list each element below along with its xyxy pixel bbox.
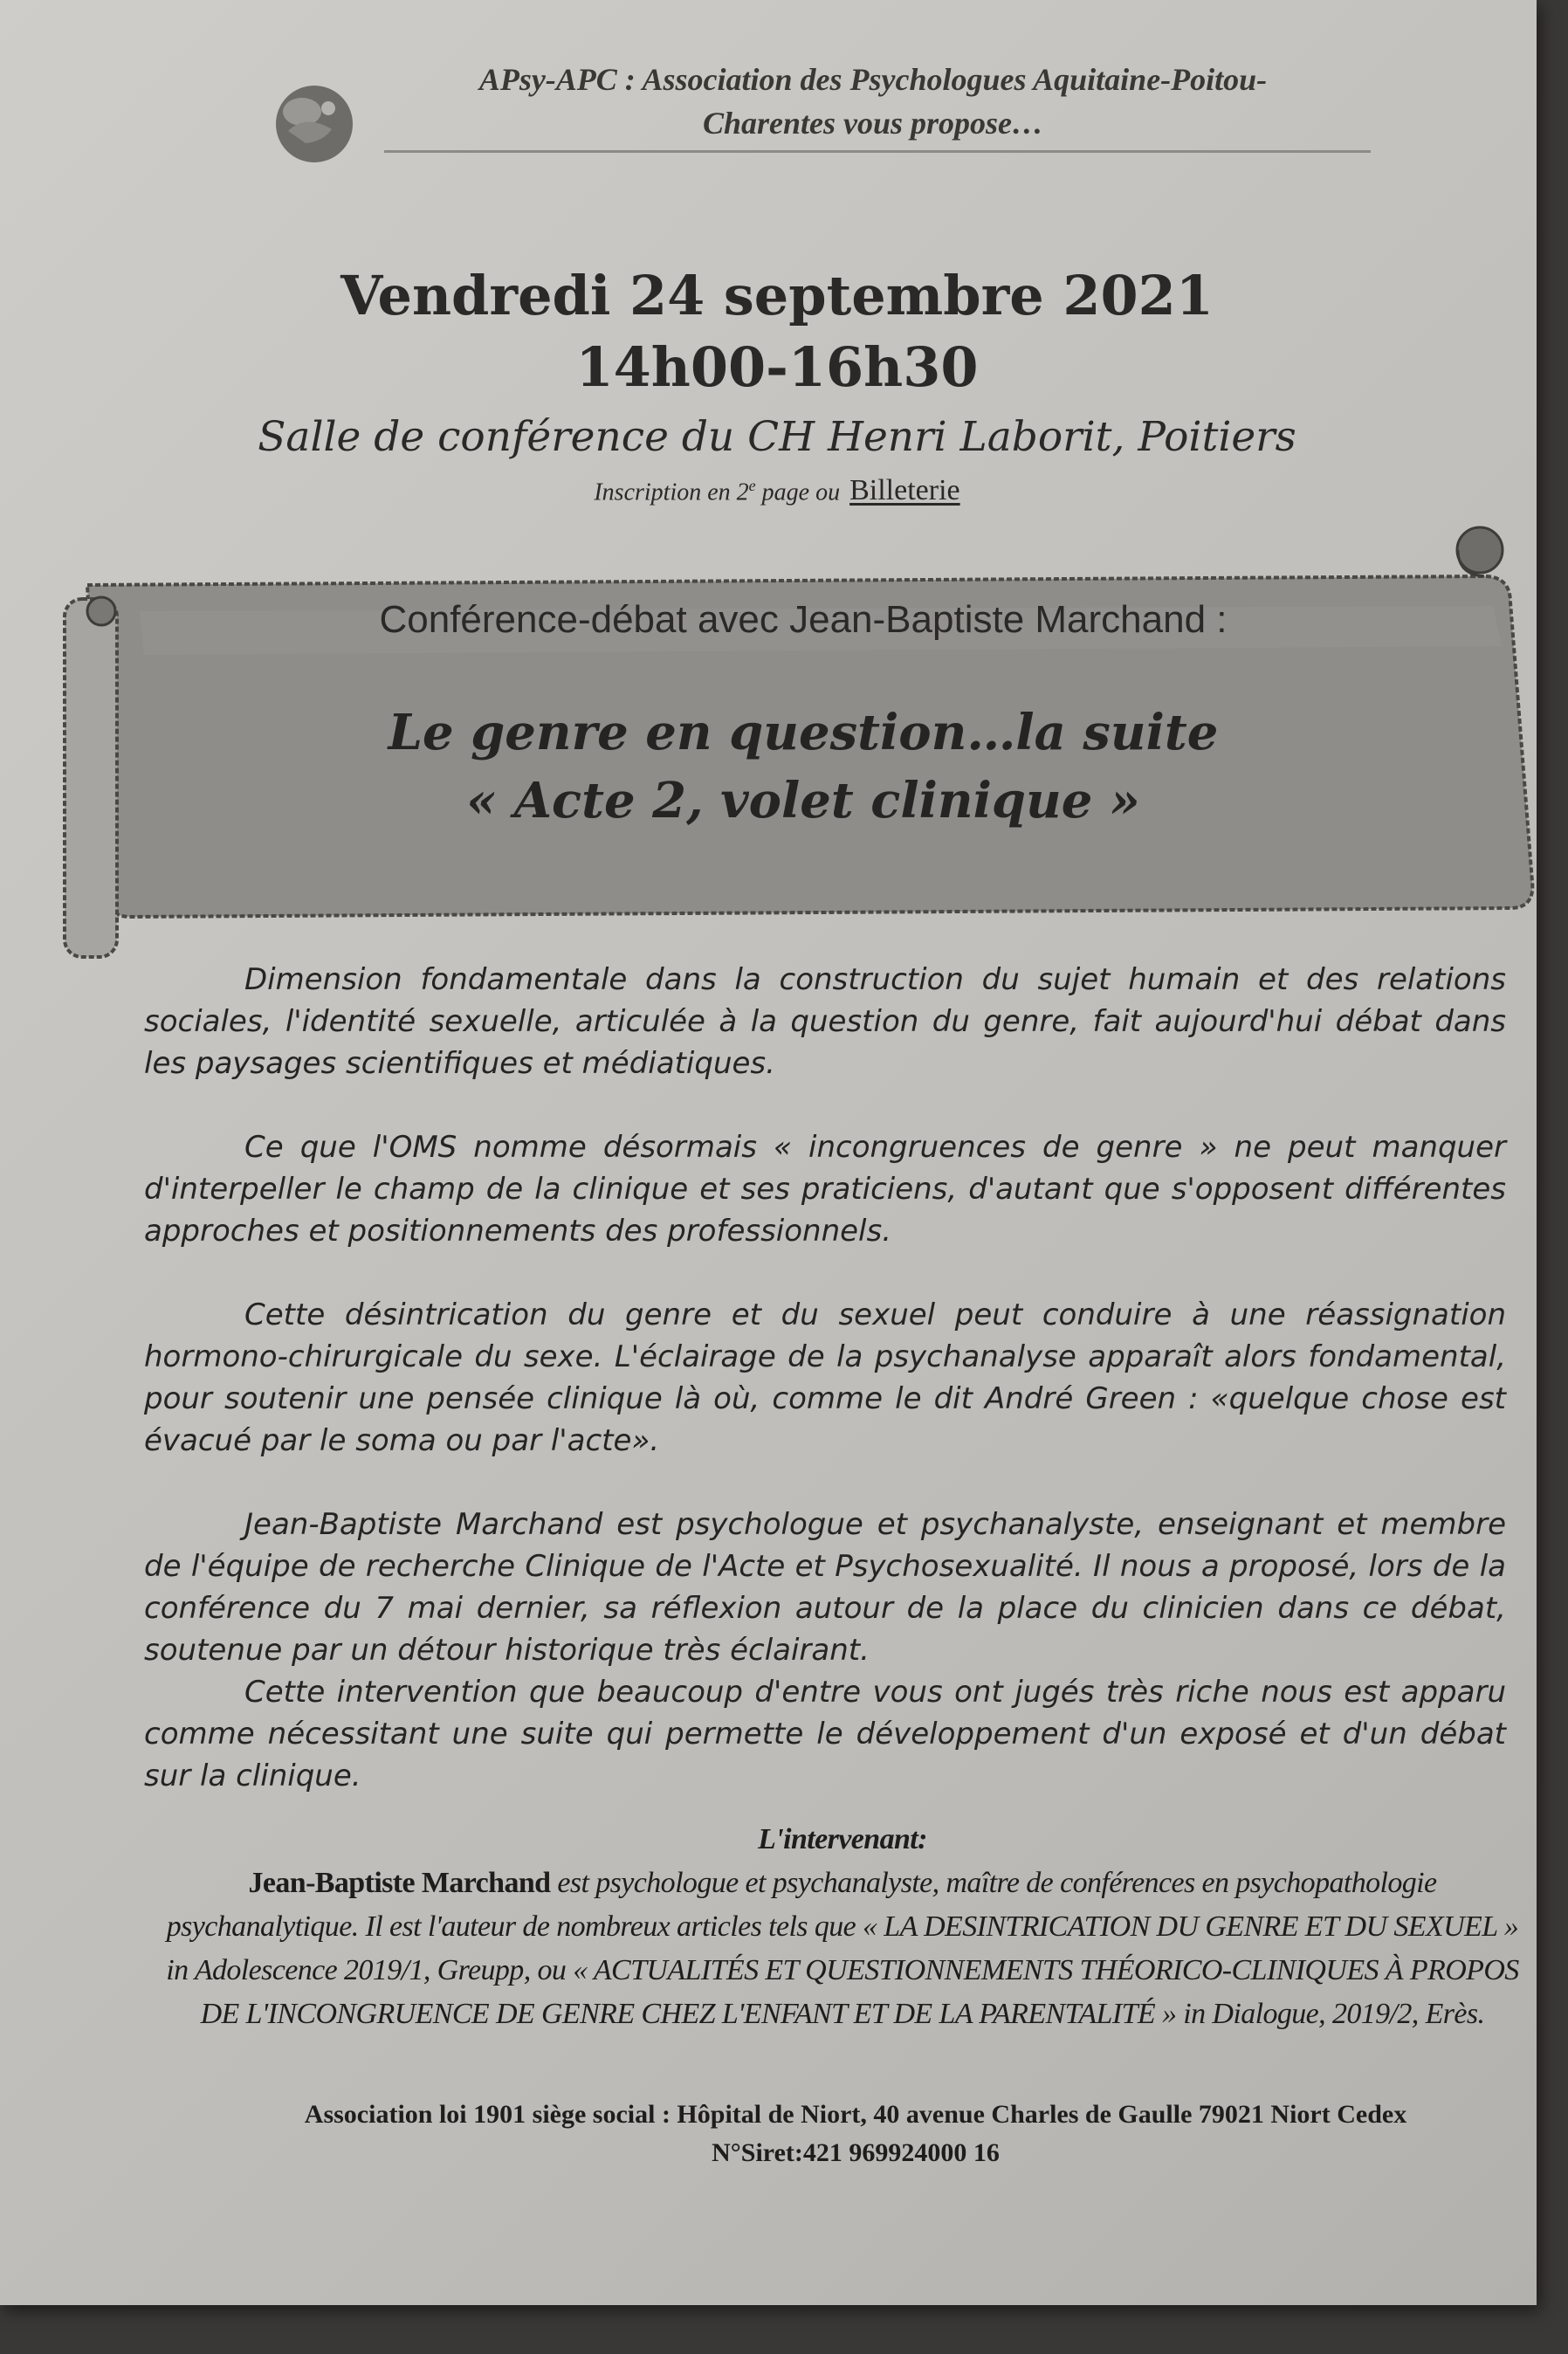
event-details: [175, 260, 1379, 512]
footer-address: Association loi 1901 siège social : Hôpital de Niort, 40 avenue Charles de Gaulle 79021 Niort Cedex: [304, 2100, 1407, 2129]
footer: [210, 2096, 1502, 2172]
paragraph-2: Ce que l'OMS nomme désormais « incongruences de genre » ne peut manquer d'interpeller le champ de la clinique et ses praticiens, d'autant que s'opposent différentes approches et positionnements des professionnels.: [144, 1130, 1506, 1249]
event-venue: Salle de conférence du CH Henri Laborit, Poitiers: [258, 413, 1296, 461]
conference-speaker-line: Conférence-débat avec Jean-Baptiste Marchand :: [379, 598, 1228, 641]
registration-prefix: Inscription en 2: [594, 478, 749, 506]
conference-title: [166, 699, 1441, 835]
speaker-name: Jean-Baptiste Marchand: [248, 1867, 551, 1899]
speaker-bio: [157, 1818, 1528, 2036]
registration-ordinal: e: [748, 477, 756, 494]
event-time: 14h00-16h30: [575, 335, 979, 399]
ticketing-link[interactable]: Billeterie: [849, 474, 960, 507]
paragraph-5: Cette intervention que beaucoup d'entre vous ont jugés très riche nous est apparu comme nécessitant une suite qui permette le développement d'un exposé et d'un débat sur la clinique.: [144, 1675, 1506, 1793]
speaker-heading: L'intervenant:: [758, 1823, 927, 1855]
association-logo-icon: [271, 79, 358, 166]
header: [271, 52, 1371, 157]
conference-title-line-2: « Acte 2, volet clinique »: [466, 772, 1140, 829]
description-body: [144, 959, 1506, 1797]
paragraph-3: Cette désintrication du genre et du sexuel peut conduire à une réassignation hormono-chirurgicale du sexe. L'éclairage de la psychanalyse apparaît alors fondamental, pour soutenir une pensée clinique là où, comme le dit André Green : «quelque chose est évacué par le soma ou par l'acte».: [144, 1297, 1506, 1458]
conference-title-line-1: Le genre en question…la suite: [388, 704, 1219, 761]
paragraph-4: Jean-Baptiste Marchand est psychologue et psychanalyste, enseignant et membre de l'équipe de recherche Clinique de l'Acte et Psychosexualité. Il nous a proposé, lors de la conférence du 7 mai dernier, sa réflexion autour de la place du clinicien dans ce débat, soutenue par un détour historique très éclairant.: [144, 1507, 1506, 1668]
paragraph-1: Dimension fondamentale dans la construction du sujet humain et des relations sociales, l'identité sexuelle, articulée à la question du genre, fait aujourd'hui débat dans les paysages scientifiques et médiatiques.: [144, 962, 1506, 1081]
event-date: Vendredi 24 septembre 2021: [340, 264, 1214, 327]
organization-heading: [375, 58, 1371, 145]
registration-middle: page ou: [755, 478, 847, 506]
conference-scroll-banner: [61, 524, 1545, 978]
header-divider: [384, 150, 1371, 153]
footer-siret: N°Siret:421 969924000 16: [712, 2138, 1000, 2167]
organization-line-1: APsy-APC : Association des Psychologues Aquitaine-Poitou-: [478, 62, 1268, 97]
speaker-bio-text: est psychologue et psychanalyste, maître de conférences en psychopathologie psychanalytique. Il est l'auteur de nombreux articles tels que « LA DESINTRICATION DU GENRE ET DU SEXUEL » in Adolescence 2019/1, Greupp, ou « ACTUALITÉS ET QUESTIONNEMENTS THÉORICO-CLINIQUES À PROPOS DE L'INCONGRUENCE DE GENRE CHEZ L'ENFANT ET DE LA PARENTALITÉ » in Dialogue, 2019/2, Erès.: [166, 1867, 1519, 2030]
organization-line-2: Charentes vous propose…: [702, 106, 1044, 141]
registration-line: [175, 466, 1379, 512]
